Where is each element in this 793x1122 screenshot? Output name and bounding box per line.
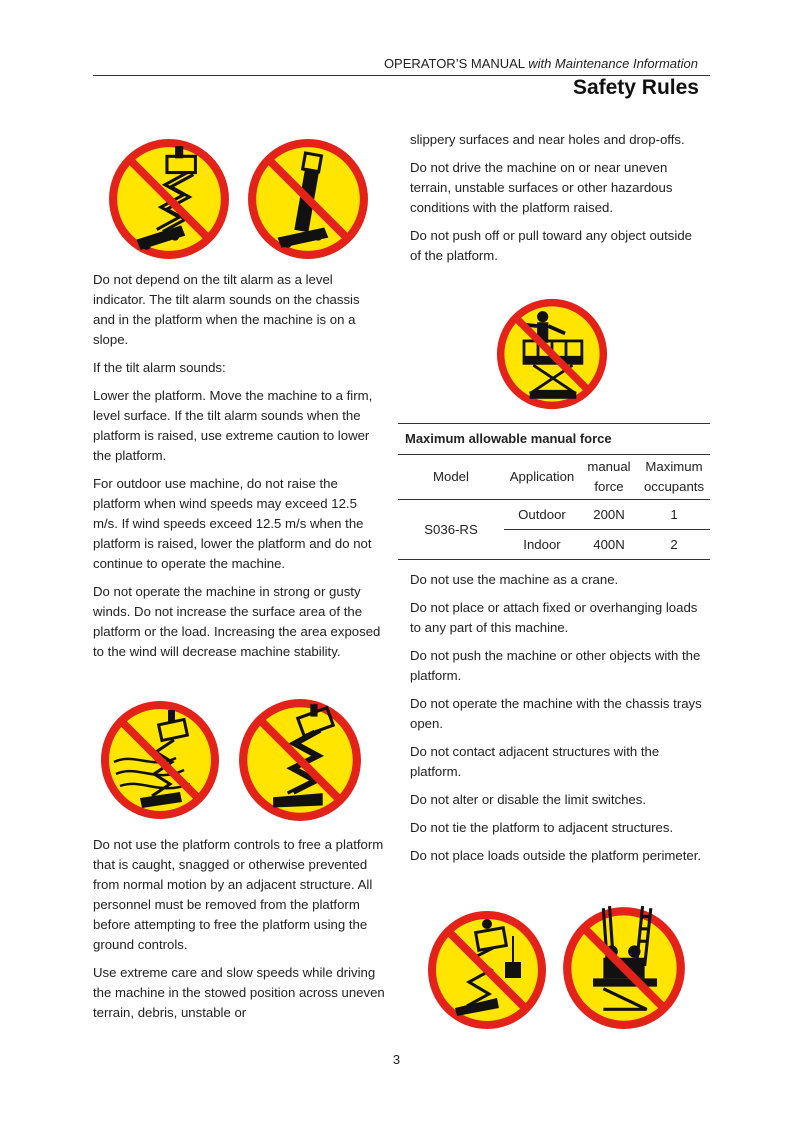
header-force-line1: manual — [587, 459, 631, 474]
cell-application: Indoor — [504, 530, 580, 560]
list-item: Do not contact adjacent structures with the platform. — [410, 744, 660, 779]
header-force-line2: force — [594, 479, 624, 494]
header-application: Application — [504, 455, 580, 500]
cell-occupants: 2 — [638, 530, 710, 560]
no-push-pull-outside-platform-icon — [496, 298, 608, 410]
header-max-occupants — [638, 455, 710, 500]
running-subtitle: with Maintenance Information — [528, 56, 698, 71]
left-column-bottom — [93, 835, 385, 1031]
left-column-top — [93, 270, 385, 670]
push-pull-paragraph: Do not push off or pull toward any object outside of the platform. — [410, 228, 692, 263]
right-column-list — [410, 570, 702, 874]
running-title: OPERATOR’S MANUAL — [383, 56, 525, 71]
section-title: Safety Rules — [572, 76, 699, 99]
no-operate-in-wind-icon — [100, 700, 220, 820]
right-column-top — [410, 130, 702, 274]
no-overhanging-loads-icon — [562, 902, 686, 1030]
cell-occupants: 1 — [638, 500, 710, 530]
list-item: Do not place or attach fixed or overhanging loads to any part of this machine. — [410, 600, 698, 635]
cell-force: 400N — [580, 530, 638, 560]
header-occ-line1: Maximum — [645, 459, 703, 474]
header-model: Model — [398, 455, 504, 500]
manual-force-table — [398, 423, 710, 560]
cell-force: 200N — [580, 500, 638, 530]
no-crane-use-icon — [427, 910, 547, 1030]
no-snagged-platform-icon — [238, 698, 362, 822]
header-occ-line2: occupants — [643, 479, 705, 494]
table-header-row — [398, 455, 710, 500]
wind-speed-paragraph: For outdoor use machine, do not raise the platform when wind speeds may exceed 12.5 m/s. If wind speeds exceed 12.5 m/s when the platform is raised, lower the platform and do not continue to operate the machine. — [93, 476, 372, 571]
lower-platform-paragraph: Lower the platform. Move the machine to a firm, level surface. If the tilt alarm sounds when the platform is raised, use extreme caution to lower the platform. — [93, 388, 373, 463]
list-item: Do not alter or disable the limit switches. — [410, 792, 647, 807]
table-title: Maximum allowable manual force — [398, 423, 710, 455]
list-item: Do not operate the machine with the chassis trays open. — [410, 696, 702, 731]
cell-application: Outdoor — [504, 500, 580, 530]
force-table-grid — [398, 455, 710, 560]
uneven-terrain-paragraph: Do not drive the machine on or near uneven terrain, unstable surfaces or other hazardous conditions with the platform raised. — [410, 160, 673, 215]
stowed-driving-paragraph: Use extreme care and slow speeds while driving the machine in the stowed position across uneven terrain, debris, unstable or — [93, 965, 385, 1020]
tilt-alarm-paragraph: Do not depend on the tilt alarm as a level indicator. The tilt alarm sounds on the chassis and in the platform when the machine is on a slope. — [93, 272, 360, 347]
list-item: Do not place loads outside the platform perimeter. — [410, 848, 702, 863]
no-tilt-scissor-lift-icon — [108, 138, 230, 260]
tilt-alarm-sounds-paragraph: If the tilt alarm sounds: — [93, 360, 226, 375]
table-row — [398, 500, 710, 530]
no-tilt-mast-lift-icon — [247, 138, 369, 260]
header-manual-force — [580, 455, 638, 500]
slippery-surfaces-paragraph: slippery surfaces and near holes and drop-offs. — [410, 132, 685, 147]
list-item: Do not tie the platform to adjacent structures. — [410, 820, 674, 835]
platform-controls-paragraph: Do not use the platform controls to free a platform that is caught, snagged or otherwise prevented from normal motion by an adjacent structure. All personnel must be removed from the platform before attempting to free the platform using the ground controls. — [93, 837, 384, 952]
page-number: 3 — [392, 1052, 401, 1067]
list-item: Do not use the machine as a crane. — [410, 572, 619, 587]
list-item: Do not push the machine or other objects with the platform. — [410, 648, 701, 683]
running-header — [0, 56, 698, 71]
cell-model: S036-RS — [398, 500, 504, 560]
gusty-winds-paragraph: Do not operate the machine in strong or gusty winds. Do not increase the surface area of the platform or the load. Increasing the area exposed to the wind will decrease machine stability. — [93, 584, 381, 659]
